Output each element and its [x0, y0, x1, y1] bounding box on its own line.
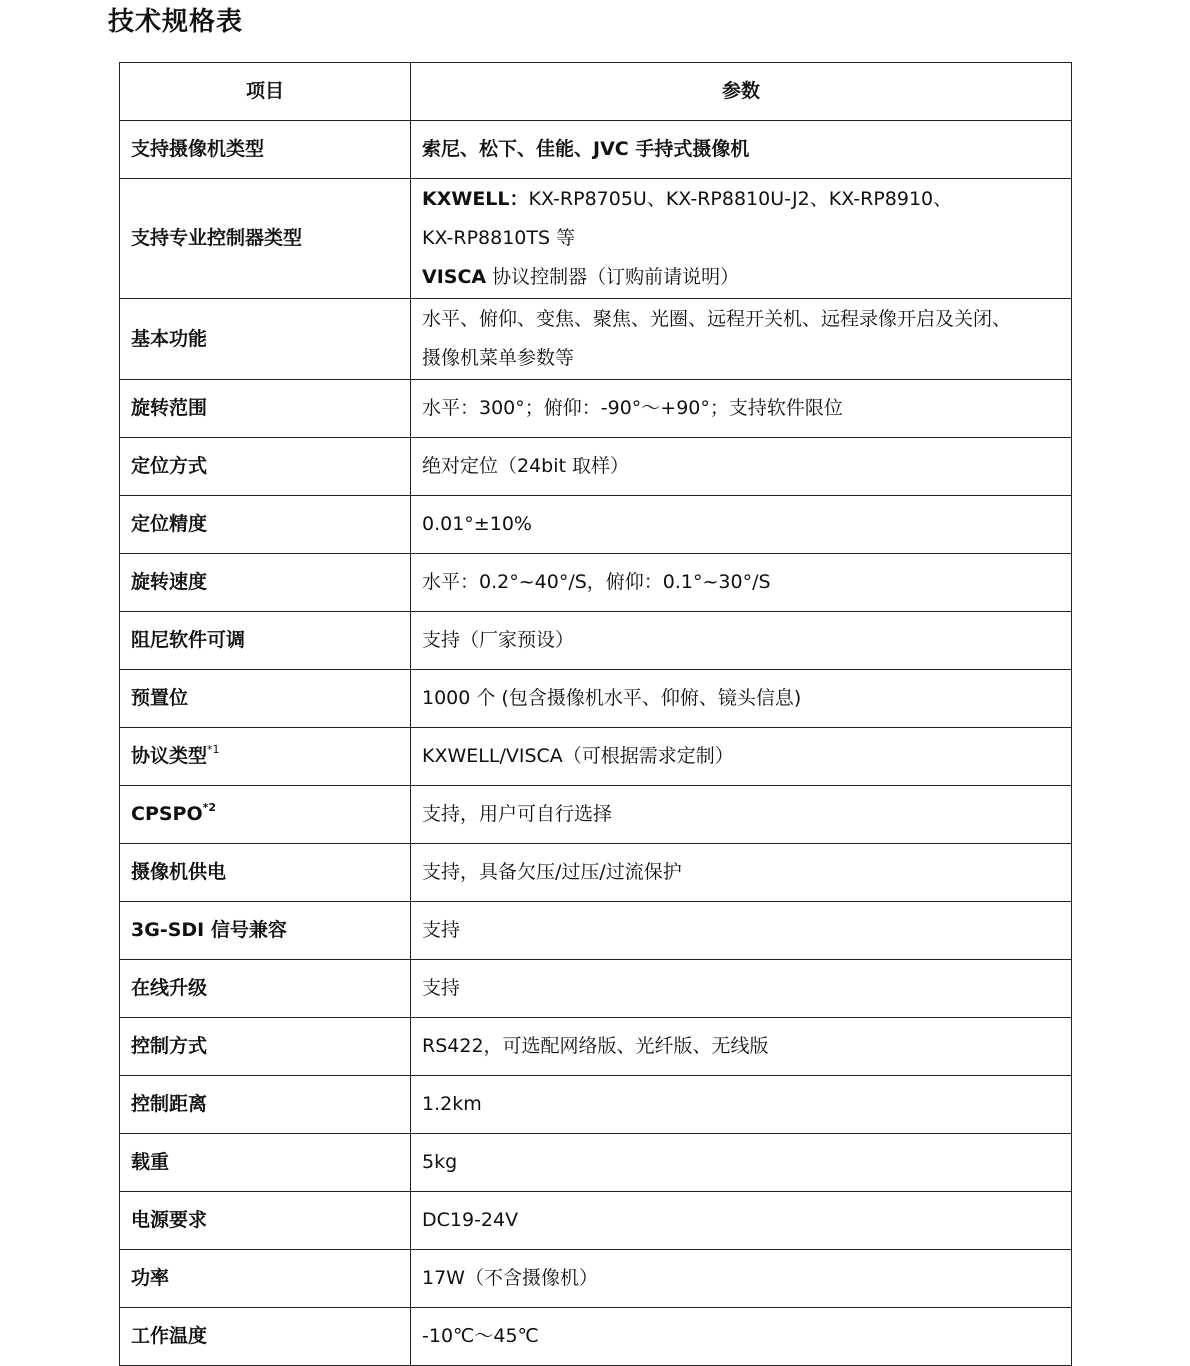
table-row	[120, 1076, 1072, 1134]
table-row	[120, 179, 1072, 299]
row-value: 索尼、松下、佳能、JVC 手持式摄像机	[411, 121, 1072, 179]
spec-table	[119, 62, 1072, 1366]
table-row	[120, 496, 1072, 554]
row-label: 在线升级	[120, 960, 411, 1018]
row-value: RS422，可选配网络版、光纤版、无线版	[411, 1018, 1072, 1076]
value-line	[422, 180, 1060, 219]
row-value: 支持（厂家预设）	[411, 612, 1072, 670]
row-value: DC19-24V	[411, 1192, 1072, 1250]
row-label: 定位方式	[120, 438, 411, 496]
row-value: 水平：300°；俯仰：-90°～+90°；支持软件限位	[411, 380, 1072, 438]
row-label: 功率	[120, 1250, 411, 1308]
row-label: 支持专业控制器类型	[120, 179, 411, 299]
row-label: 预置位	[120, 670, 411, 728]
table-row	[120, 1018, 1072, 1076]
footnote-marker: *2	[202, 800, 217, 814]
value-text: 协议控制器（订购前请说明）	[486, 266, 740, 288]
row-label: 旋转范围	[120, 380, 411, 438]
row-label: 电源要求	[120, 1192, 411, 1250]
table-row	[120, 960, 1072, 1018]
page-title: 技术规格表	[108, 7, 244, 37]
row-value	[411, 299, 1072, 380]
row-value: 绝对定位（24bit 取样）	[411, 438, 1072, 496]
row-value	[411, 179, 1072, 299]
table-row	[120, 1250, 1072, 1308]
table-row	[120, 121, 1072, 179]
row-value: 支持，具备欠压/过压/过流保护	[411, 844, 1072, 902]
table-row	[120, 670, 1072, 728]
footnote-marker: *1	[207, 742, 220, 756]
value-line: 水平、俯仰、变焦、聚焦、光圈、远程开关机、远程录像开启及关闭、	[422, 308, 1012, 330]
value-bold-text: KXWELL：	[422, 188, 529, 210]
row-value: 0.01°±10%	[411, 496, 1072, 554]
row-value: -10℃～45℃	[411, 1308, 1072, 1366]
table-row	[120, 728, 1072, 786]
row-value: 1000 个 (包含摄像机水平、仰俯、镜头信息)	[411, 670, 1072, 728]
row-label-text: 协议类型	[131, 745, 208, 767]
row-label: 支持摄像机类型	[120, 121, 411, 179]
table-row	[120, 786, 1072, 844]
header-param: 参数	[411, 63, 1072, 121]
table-row	[120, 438, 1072, 496]
table-row	[120, 1134, 1072, 1192]
value-line: 摄像机菜单参数等	[422, 347, 575, 369]
table-row	[120, 299, 1072, 380]
value-line	[422, 258, 1060, 297]
table-row	[120, 612, 1072, 670]
row-label: 定位精度	[120, 496, 411, 554]
row-value: 支持	[411, 902, 1072, 960]
row-label: 3G-SDI 信号兼容	[120, 902, 411, 960]
row-value: 1.2km	[411, 1076, 1072, 1134]
row-value: KXWELL/VISCA（可根据需求定制）	[411, 728, 1072, 786]
table-row	[120, 844, 1072, 902]
table-row	[120, 1308, 1072, 1366]
value-line: KX-RP8810TS 等	[422, 227, 576, 249]
header-item: 项目	[120, 63, 411, 121]
row-label: 基本功能	[120, 299, 411, 380]
table-row	[120, 380, 1072, 438]
row-label: 摄像机供电	[120, 844, 411, 902]
row-label: 工作温度	[120, 1308, 411, 1366]
row-value: 5kg	[411, 1134, 1072, 1192]
row-label	[120, 786, 411, 844]
value-text: KX-RP8705U、KX-RP8810U-J2、KX-RP8910、	[528, 188, 953, 210]
row-label	[120, 728, 411, 786]
table-row	[120, 902, 1072, 960]
row-label: 旋转速度	[120, 554, 411, 612]
table-header-row	[120, 63, 1072, 121]
row-label: 阻尼软件可调	[120, 612, 411, 670]
row-value: 水平：0.2°~40°/S，俯仰：0.1°~30°/S	[411, 554, 1072, 612]
row-value: 支持，用户可自行选择	[411, 786, 1072, 844]
table-row	[120, 1192, 1072, 1250]
value-bold-text: VISCA	[422, 266, 487, 288]
row-value: 支持	[411, 960, 1072, 1018]
table-row	[120, 554, 1072, 612]
row-value: 17W（不含摄像机）	[411, 1250, 1072, 1308]
row-label: 控制距离	[120, 1076, 411, 1134]
row-label: 控制方式	[120, 1018, 411, 1076]
row-label: 载重	[120, 1134, 411, 1192]
row-label-text: CPSPO	[131, 803, 203, 825]
